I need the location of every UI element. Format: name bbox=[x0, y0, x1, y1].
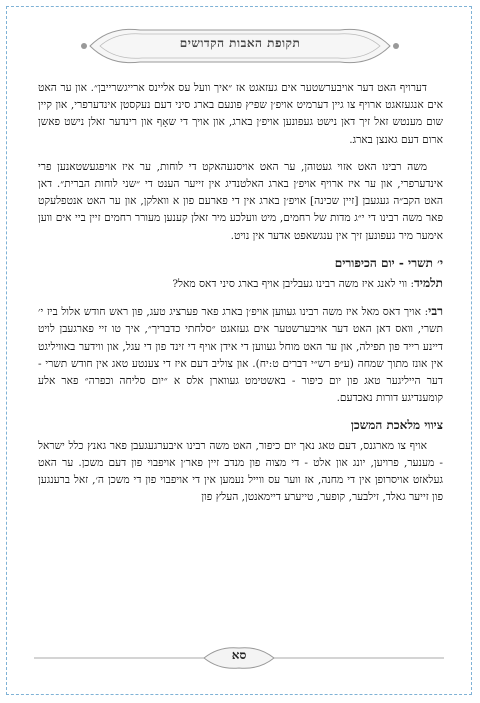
question-paragraph bbox=[38, 275, 443, 293]
answer-text: : אויך דאס מאל איז משה רבינו געווען אויפ׳ן בארג פאר פערציג טעג, פון ראש חודש אלול ביז י׳ תשרי, וואס דאן האט דער אויבערשטער אים געזאגט ״סלחתי כדבריך״, איך טו זיי פארגעבן לויט דיינע רייד פון תפילה, און ער האט מוחל געווען די אידן אויף די זינד פון די עגל, און ווידער באוויליגט אין אונז מתוך שמחה (ע״פ רש״י דברים ט:יח). און צוליב דעם איז די צענטע טאג אין חודש תשרי - דער הייליגער טאג פון יום כיפור - באשטימט געווארן אלס א ״יום סליחה וכפרה״ פאר אלע קומענדיגע דורות נאכדעם. bbox=[38, 306, 443, 405]
question-speaker: תלמיד bbox=[414, 276, 443, 291]
page-footer bbox=[34, 644, 444, 672]
answer-speaker: רבי bbox=[428, 304, 443, 319]
question-text: : ווי לאנג איז משה רבינו געבליבן אויף בארג סיני דאס מאל? bbox=[172, 278, 415, 291]
header-banner bbox=[70, 22, 410, 70]
section-heading-yom-kippur: י׳ תשרי - יום הכיפורים bbox=[334, 255, 443, 270]
document-body bbox=[38, 80, 443, 516]
paragraph-2: משה רבינו האט אזוי געטוהן, ער האט אויסגעהאקט די לוחות, ער איז אויפגעשטאנען פרי אינדערפרי, און ער איז ארויף אויפ׳ן בארג האלטנדיג אין זייער הענט די ״שני לוחות הברית״. דאן האט הקב״ה געגעבן [זיין שכינה] אויפ׳ן בארג אין די פארעם פון א וואלקן, און ער האט אנטפלעקט פאר משה רבינו די י״ג מדות של רחמים, מיט וועלכע מיר זאלן קענען מעורר רחמים זיין ביי אים ווען אימער מיר געפונען זיך אין ענגשאפט אדער אין נויט. bbox=[38, 160, 443, 242]
paragraph-4: אויף צו מארגנס, דעם טאג נאך יום כיפור, האט משה רבינו איבערגעגעבן פאר גאנץ כלל ישראל - מענער, פרויען, יונג און אלט - די מצוה פון מנדב זיין פאר׳ן אויפבוי פון דעם משכן. ער האט געלאזט אויסרופן אין די מחנה, אז ווער עס ווייל נעמען אין די אויפבוי פון די משכן ה׳, זאל ברענגען פון זייער גאלד, זילבער, קופער, טייערע דיימאנטן, העלץ פון bbox=[38, 439, 443, 504]
section-heading-mishkan: ציווי מלאכת המשכן bbox=[350, 418, 443, 433]
page-number: סא bbox=[231, 648, 247, 662]
answer-paragraph bbox=[38, 303, 443, 407]
page-header-title: תקופת האבות הקדושים bbox=[179, 36, 301, 50]
paragraph-1: דערויף האט דער אויבערשטער אים געזאגט אז ״איך וועל עס אליינס ארייגשרייבן״. און ער האט אים אנגעזאגט ארויף צו גיין דערמיט אויפ׳ן שפיץ פונעם בארג סיני דעם נעקסטן אינדערפרי, און קיין שום מענטש זאל זיך דאן נישט געפונען אויפ׳ן בארג, און אויך די שאָף און רינדער זאלן נישט פאשן ארום דעם גאנצן בארג. bbox=[38, 82, 443, 146]
